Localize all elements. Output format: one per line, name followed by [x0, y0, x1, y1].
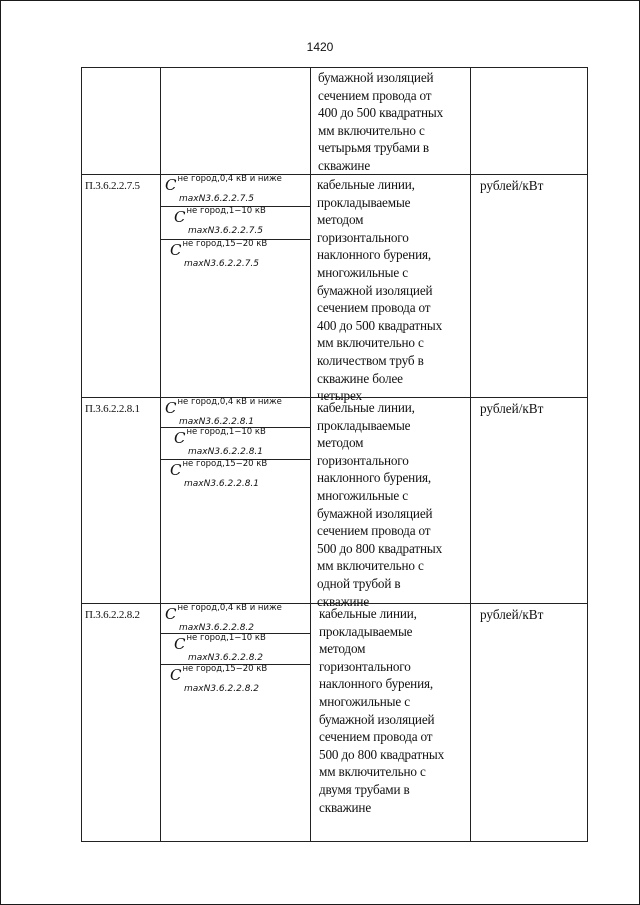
description-cell — [311, 398, 471, 609]
description-line: четырьмя трубами в — [318, 140, 429, 156]
description-line: мм включительно с — [317, 335, 424, 351]
description-line: методом — [317, 435, 364, 451]
description-line: кабельные линии, — [319, 606, 417, 621]
description-line: методом — [317, 212, 364, 228]
description-line: бумажной изоляцией — [317, 505, 433, 521]
description-line: двумя трубами в — [319, 781, 410, 797]
page-number: 1420 — [306, 40, 334, 54]
formula-subscript: maxN3.6.2.2.8.2 — [179, 623, 255, 633]
description-cell — [311, 68, 471, 175]
code-cell: П.3.6.2.2.8.1 — [82, 398, 161, 604]
description-line: бумажной изоляцией — [319, 711, 435, 727]
description-line: скважине — [319, 799, 372, 815]
formula-subscript: maxN3.6.2.2.8.1 — [179, 417, 255, 427]
description-line: кабельные линии, — [317, 400, 415, 415]
formula-symbol: C — [165, 399, 177, 417]
description-line: мм включительно с — [319, 764, 426, 780]
description-line: 400 до 500 квадратных — [317, 317, 443, 333]
formula-symbol: C — [165, 605, 177, 623]
unit-cell: рублей/кВт — [471, 604, 588, 842]
table-row-continuation — [82, 68, 588, 175]
description-line: скважине — [317, 593, 370, 609]
description-line: наклонного бурения, — [317, 247, 432, 263]
code-cell — [82, 68, 161, 175]
unit-cell: рублей/кВт — [471, 398, 588, 604]
description-line: наклонного бурения, — [317, 470, 432, 486]
formula-cell — [161, 428, 311, 460]
formula-superscript: не город,15−20 кВ — [182, 664, 268, 674]
description-line: 500 до 800 квадратных — [319, 746, 445, 762]
formula-subscript: maxN3.6.2.2.8.2 — [188, 653, 264, 663]
formula-subscript: maxN3.6.2.2.7.5 — [179, 194, 255, 204]
tariff-table — [81, 67, 588, 842]
description-cell — [311, 604, 471, 842]
formula-superscript: не город,0,4 кВ и ниже — [177, 397, 282, 407]
formula-symbol: C — [174, 208, 186, 226]
description-line: бумажной изоляцией — [318, 70, 434, 85]
formula-symbol: C — [165, 176, 177, 194]
formula-symbol: C — [174, 429, 186, 447]
formula-symbol: C — [170, 666, 182, 684]
description-line: мм включительно с — [317, 558, 424, 574]
code-cell: П.3.6.2.2.7.5 — [82, 175, 161, 398]
code-cell: П.3.6.2.2.8.2 — [82, 604, 161, 842]
unit-cell: рублей/кВт — [471, 175, 588, 398]
formula-cell — [161, 68, 311, 175]
unit-cell — [471, 68, 588, 175]
formula-superscript: не город,15−20 кВ — [182, 239, 268, 249]
description-line: 500 до 800 квадратных — [317, 540, 443, 556]
description-line: кабельные линии, — [317, 177, 415, 192]
description-line: прокладываемые — [317, 194, 411, 210]
formula-symbol: C — [170, 241, 182, 259]
formula-cell — [161, 207, 311, 240]
table-row — [82, 397, 588, 609]
formula-cell — [161, 240, 311, 398]
formula-superscript: не город,0,4 кВ и ниже — [177, 603, 282, 613]
formula-cell — [161, 604, 311, 634]
formula-superscript: не город,1−10 кВ — [186, 427, 266, 437]
description-line: горизонтального — [317, 229, 409, 245]
table-row — [82, 174, 588, 404]
formula-cell — [161, 175, 311, 207]
description-line: многожильные с — [317, 487, 408, 503]
formula-cell — [161, 460, 311, 604]
formula-superscript: не город,1−10 кВ — [186, 206, 266, 216]
formula-superscript: не город,0,4 кВ и ниже — [177, 174, 282, 184]
formula-subscript: maxN3.6.2.2.7.5 — [188, 226, 264, 236]
description-line: многожильные с — [317, 264, 408, 280]
formula-subscript: maxN3.6.2.2.7.5 — [184, 259, 260, 269]
description-line: прокладываемые — [317, 417, 411, 433]
description-cell — [311, 175, 471, 404]
description-line: прокладываемые — [319, 623, 413, 639]
description-line: бумажной изоляцией — [317, 282, 433, 298]
description-line: скважине более — [317, 370, 403, 386]
formula-cell — [161, 634, 311, 665]
description-line: 400 до 500 квадратных — [318, 105, 444, 121]
description-line: сечением провода от — [318, 87, 432, 103]
table-row — [82, 604, 588, 842]
formula-subscript: maxN3.6.2.2.8.2 — [184, 684, 260, 694]
description-line: четырех — [317, 388, 362, 404]
formula-cell — [161, 665, 311, 842]
description-line: методом — [319, 641, 366, 657]
formula-superscript: не город,15−20 кВ — [182, 459, 268, 469]
description-line: сечением провода от — [317, 300, 431, 316]
description-line: многожильные с — [319, 693, 410, 709]
description-line: скважине — [318, 157, 371, 173]
formula-superscript: не город,1−10 кВ — [186, 633, 266, 643]
description-line: количеством труб в — [317, 352, 424, 368]
description-line: горизонтального — [319, 658, 411, 674]
formula-subscript: maxN3.6.2.2.8.1 — [188, 447, 264, 457]
description-line: сечением провода от — [317, 523, 431, 539]
description-line: одной трубой в — [317, 575, 401, 591]
description-line: горизонтального — [317, 452, 409, 468]
description-line: сечением провода от — [319, 729, 433, 745]
formula-subscript: maxN3.6.2.2.8.1 — [184, 479, 260, 489]
formula-symbol: C — [170, 461, 182, 479]
formula-symbol: C — [174, 635, 186, 653]
description-line: мм включительно с — [318, 122, 425, 138]
formula-cell — [161, 398, 311, 428]
description-line: наклонного бурения, — [319, 676, 434, 692]
